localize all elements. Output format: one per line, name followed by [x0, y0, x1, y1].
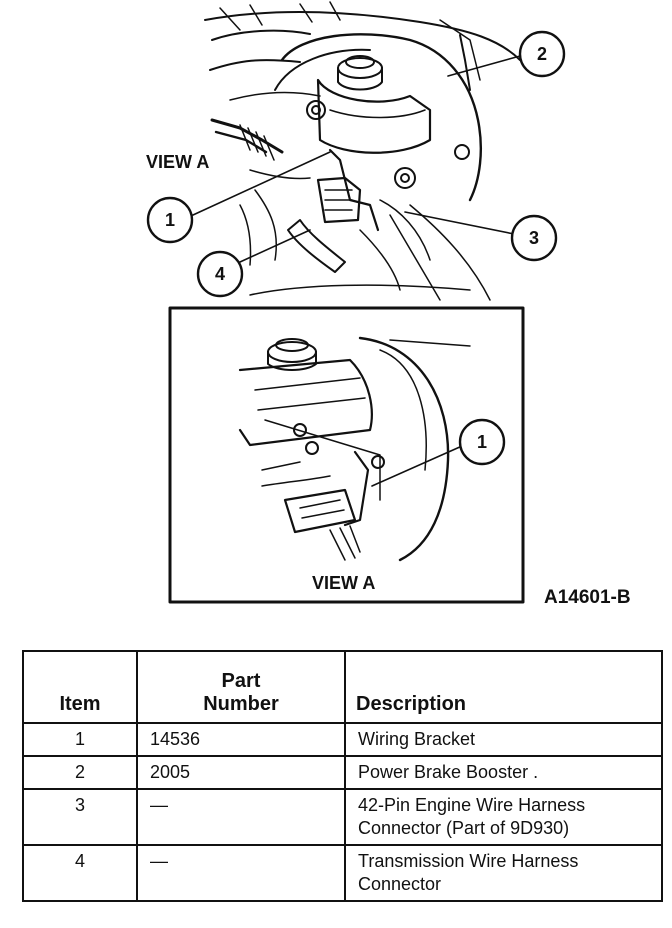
- table-header-row: [23, 651, 662, 723]
- row-part-number: 2005: [137, 756, 345, 789]
- table-row: [23, 756, 662, 789]
- view-a-label-inset: VIEW A: [312, 573, 376, 593]
- view-a-label-top: VIEW A: [146, 152, 210, 172]
- header-part-number: [137, 651, 345, 723]
- figure-id: A14601-B: [544, 587, 631, 608]
- row-item: 2: [23, 756, 137, 789]
- row-description: 42-Pin Engine Wire Harness Connector (Part of 9D930): [345, 789, 662, 845]
- row-part-number: —: [137, 845, 345, 901]
- callout-3: 3: [528, 228, 540, 248]
- callout-4: 4: [214, 264, 226, 284]
- header-description: Description: [345, 651, 662, 723]
- parts-table: [22, 650, 663, 902]
- inset-view-a: [170, 308, 523, 602]
- table-row: [23, 723, 662, 756]
- callout-1-top: 1: [164, 210, 176, 230]
- row-item: 4: [23, 845, 137, 901]
- row-item: 1: [23, 723, 137, 756]
- callout-1-inset: 1: [476, 432, 488, 452]
- table-row: [23, 789, 662, 845]
- row-description: Transmission Wire Harness Connector: [345, 845, 662, 901]
- row-part-number: 14536: [137, 723, 345, 756]
- table-row: [23, 845, 662, 901]
- header-item: Item: [23, 651, 137, 723]
- top-view-drawing: [148, 2, 564, 300]
- callout-2: 2: [536, 44, 548, 64]
- header-part-number-line1: Part: [221, 670, 261, 692]
- row-description: Power Brake Booster .: [345, 756, 662, 789]
- row-description: Wiring Bracket: [345, 723, 662, 756]
- row-part-number: —: [137, 789, 345, 845]
- header-part-number-line2: Number: [203, 693, 279, 715]
- row-item: 3: [23, 789, 137, 845]
